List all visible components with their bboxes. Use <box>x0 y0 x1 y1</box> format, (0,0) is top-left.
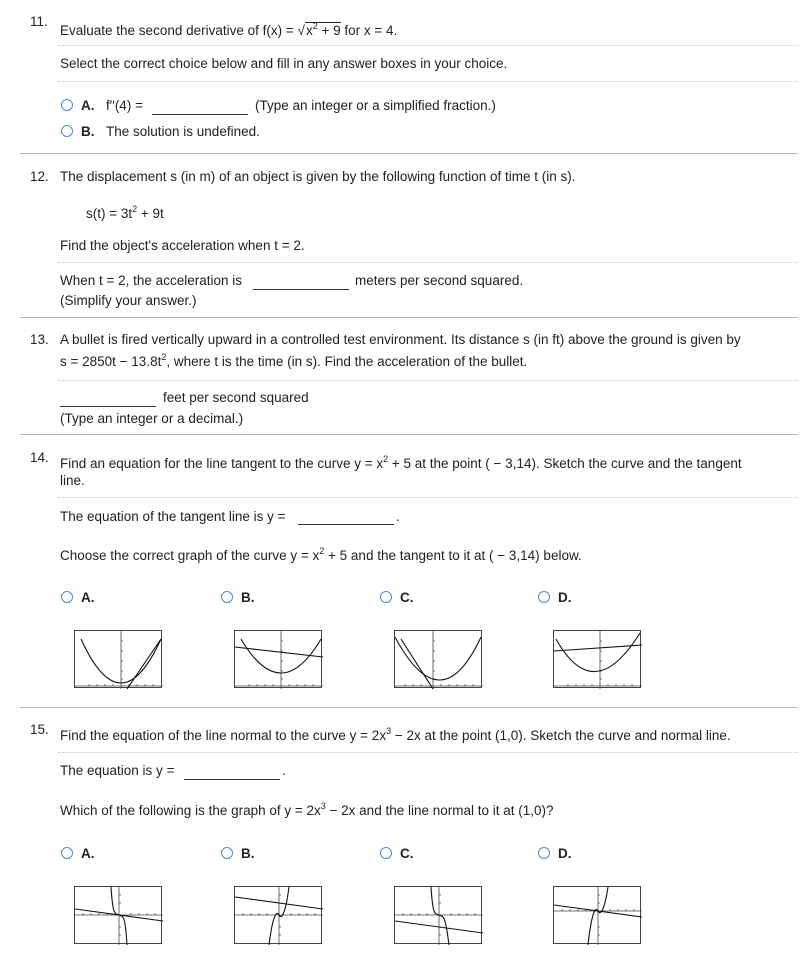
q15-option-b-radio[interactable] <box>221 847 233 859</box>
q14-option-b-label: B. <box>241 590 255 605</box>
q13-prompt-line2: $s = 2850t - 13.8t^2$, where t is the time (in s). Find the acceleration of the bullet. <box>60 352 528 369</box>
q15-eq-post: . <box>282 763 286 778</box>
q15-eq-input[interactable] <box>184 779 280 780</box>
q13-prompt-line1: A bullet is fired vertically upward in a controlled test environment. Its distance s (in ft) above the ground is given by <box>60 332 741 347</box>
q15-option-d-radio[interactable] <box>538 847 550 859</box>
q14-graph-b[interactable] <box>234 630 322 688</box>
q12-answer-post: meters per second squared. <box>355 273 524 288</box>
q11-choice-a-hint: (Type an integer or a simplified fraction.) <box>255 98 496 113</box>
q12-find: Find the object's acceleration when t = 2. <box>60 238 305 253</box>
q14-option-d-radio[interactable] <box>538 591 550 603</box>
q15-eq-pre: The equation is y = <box>60 763 175 778</box>
q11-divider-2 <box>58 81 798 82</box>
q12-divider <box>58 262 798 263</box>
q11-answer-input[interactable] <box>152 114 248 115</box>
q15-option-a-radio[interactable] <box>61 847 73 859</box>
section-rule <box>20 434 798 435</box>
q12-answer-pre: When t = 2, the acceleration is <box>60 273 242 288</box>
q15-option-a-label: A. <box>81 846 95 861</box>
section-rule <box>20 153 798 154</box>
q11-choice-a-letter: A. <box>81 98 95 113</box>
section-rule <box>20 317 798 318</box>
q11-choice-a-text: f′′(4) = <box>106 98 143 113</box>
q11-instruction: Select the correct choice below and fill in any answer boxes in your choice. <box>60 56 508 71</box>
q13-answer-input[interactable] <box>60 406 156 407</box>
q14-option-d-label: D. <box>558 590 572 605</box>
q14-tangent-post: . <box>396 509 400 524</box>
q14-tangent-pre: The equation of the tangent line is y = <box>60 509 286 524</box>
q15-option-c-radio[interactable] <box>380 847 392 859</box>
q13-answer-post: feet per second squared <box>163 390 309 405</box>
q13-number: 13. <box>30 332 49 347</box>
q14-graph-a[interactable] <box>74 630 162 688</box>
q15-graph-b[interactable] <box>234 886 322 944</box>
q14-prompt-line2: line. <box>60 473 85 488</box>
q14-graph-d[interactable] <box>553 630 641 688</box>
q14-option-b-radio[interactable] <box>221 591 233 603</box>
q11-choice-b-letter: B. <box>81 124 95 139</box>
q14-prompt: Find an equation for the line tangent to the curve $y = x^2 + 5$ at the point ( − 3,14). Sketch the curve and the tangent <box>60 454 742 471</box>
q12-hint: (Simplify your answer.) <box>60 293 197 308</box>
q12-number: 12. <box>30 169 49 184</box>
q15-graph-c[interactable] <box>394 886 482 944</box>
q14-option-a-label: A. <box>81 590 95 605</box>
section-rule <box>20 707 798 708</box>
q15-number: 15. <box>30 722 49 737</box>
q14-graph-c[interactable] <box>394 630 482 688</box>
q12-prompt: The displacement s (in m) of an object is given by the following function of time t (in s). <box>60 169 576 184</box>
q11-choice-b-text: The solution is undefined. <box>106 124 260 139</box>
q14-number: 14. <box>30 450 49 465</box>
q13-hint: (Type an integer or a decimal.) <box>60 411 244 426</box>
q13-divider <box>58 380 798 381</box>
q11-divider <box>58 45 798 46</box>
q11-choice-b-radio[interactable] <box>61 125 73 137</box>
q14-option-c-label: C. <box>400 590 414 605</box>
q14-tangent-input[interactable] <box>298 524 394 525</box>
q11-prompt <box>60 23 397 38</box>
q15-option-d-label: D. <box>558 846 572 861</box>
q14-option-a-radio[interactable] <box>61 591 73 603</box>
q14-choose: Choose the correct graph of the curve $y = x^2 + 5$ and the tangent to it at ( − 3,14) below. <box>60 546 582 563</box>
q15-graph-a[interactable] <box>74 886 162 944</box>
q15-graph-d[interactable] <box>553 886 641 944</box>
q12-answer-input[interactable] <box>253 289 349 290</box>
q15-prompt: Find the equation of the line normal to the curve $y = 2x^3 - 2x$ at the point (1,0). Sketch the curve and normal line. <box>60 726 731 743</box>
q15-divider <box>58 752 798 753</box>
q11-radicand: $x^2 + 9$ <box>305 21 341 38</box>
q11-choice-a-radio[interactable] <box>61 99 73 111</box>
q15-option-b-label: B. <box>241 846 255 861</box>
q15-which: Which of the following is the graph of $y = 2x^3 - 2x$ and the line normal to it at (1,0)? <box>60 801 554 818</box>
q11-prompt-post: for x = 4. <box>344 23 398 38</box>
q14-option-c-radio[interactable] <box>380 591 392 603</box>
q11-prompt-pre: Evaluate the second derivative of f(x) = <box>60 23 298 38</box>
q15-option-c-label: C. <box>400 846 414 861</box>
q14-divider <box>58 497 798 498</box>
q12-function: $s(t) = 3t^2 + 9t$ <box>86 204 164 221</box>
q11-sqrt-sign: √ <box>297 23 305 38</box>
q11-number: 11. <box>30 14 48 29</box>
